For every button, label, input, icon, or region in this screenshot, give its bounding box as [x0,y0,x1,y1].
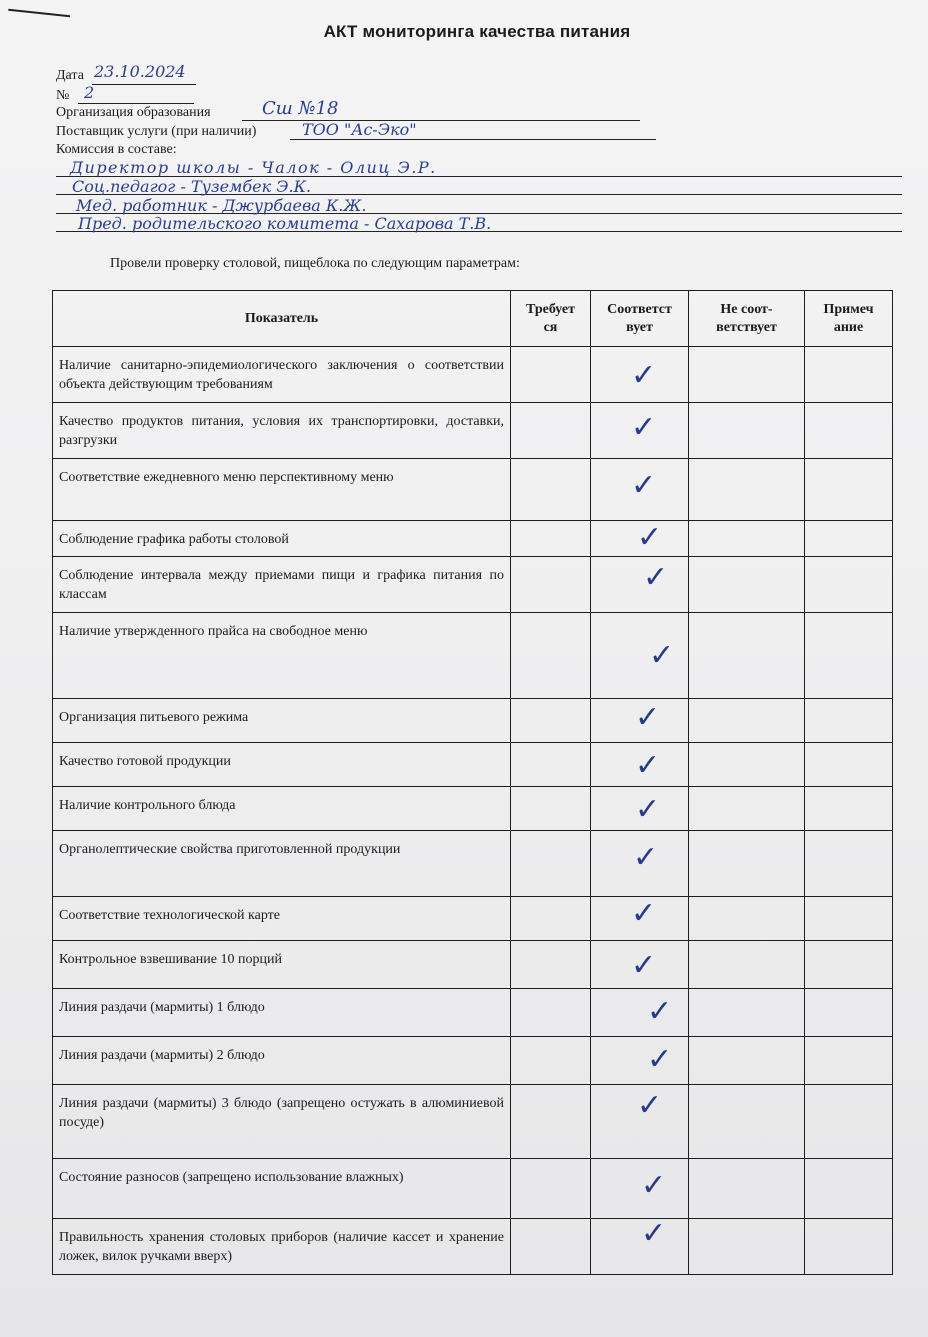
table-row [53,403,893,459]
noncompliant-cell [689,1085,805,1159]
required-cell [511,787,591,831]
table-header-row [53,291,893,347]
noncompliant-cell [689,459,805,521]
compliant-cell [591,613,689,699]
indicator-cell: Наличие санитарно-эпидемиологического заключения о соответствии объекта действующим требованиям [53,347,511,403]
noncompliant-cell [689,1219,805,1275]
required-cell [511,699,591,743]
indicator-cell: Линия раздачи (мармиты) 3 блюдо (запрещено остужать в алюминиевой посуде) [53,1085,511,1159]
noncompliant-cell [689,521,805,557]
table-row [53,613,893,699]
indicator-cell: Соответствие ежедневного меню перспективному меню [53,459,511,521]
compliant-cell [591,787,689,831]
required-cell [511,1085,591,1159]
number-label: № [56,88,70,103]
number-underline [78,103,194,104]
header-note: Примеч ание [805,291,893,347]
table-row [53,1037,893,1085]
noncompliant-cell [689,557,805,613]
checkmark-icon: ✓ [633,840,659,875]
checkmark-icon: ✓ [631,468,657,503]
pen-stroke-mark [8,9,70,20]
indicator-cell: Качество продуктов питания, условия их транспортировки, доставки, разгрузки [53,403,511,459]
noncompliant-cell [689,897,805,941]
note-cell [805,831,893,897]
required-cell [511,347,591,403]
indicator-cell: Линия раздачи (мармиты) 2 блюдо [53,1037,511,1085]
required-cell [511,743,591,787]
header-indicator: Показатель [53,291,511,347]
required-cell [511,1159,591,1219]
checkmark-icon: ✓ [647,1042,673,1077]
note-cell [805,521,893,557]
header-noncompliant: Не соот- ветствует [689,291,805,347]
page-title: АКТ мониторинга качества питания [323,22,631,41]
required-cell [511,403,591,459]
indicator-cell: Линия раздачи (мармиты) 1 блюдо [53,989,511,1037]
noncompliant-cell [689,743,805,787]
indicator-cell: Организация питьевого режима [53,699,511,743]
compliant-cell [591,1216,689,1275]
supplier-label: Поставщик услуги (при наличии) [56,124,257,139]
noncompliant-cell [689,941,805,989]
checkmark-icon: ✓ [637,1088,663,1123]
note-cell [805,347,893,403]
note-cell [805,459,893,521]
organization-value: Сш №18 [262,98,339,119]
required-cell [511,459,591,521]
compliant-cell [591,347,689,403]
noncompliant-cell [689,1037,805,1085]
required-cell [511,557,591,613]
compliant-cell [591,743,689,787]
noncompliant-cell [689,787,805,831]
indicator-cell: Контрольное взвешивание 10 порций [53,941,511,989]
note-cell [805,989,893,1037]
compliant-cell [591,1085,689,1159]
checkmark-icon: ✓ [631,358,657,393]
checkmark-icon: ✓ [631,948,657,983]
indicator-cell: Органолептические свойства приготовленной продукции [53,831,511,897]
indicator-cell: Правильность хранения столовых приборов (наличие кассет и хранение ложек, вилок ручками вверх) [53,1219,511,1275]
checkmark-icon: ✓ [649,638,675,673]
commission-member-2: Соц.педагог - Тузембек Э.К. [72,177,312,196]
supplier-value: ТОО "Ас-Эко" [302,120,417,139]
note-cell [805,403,893,459]
note-cell [805,1219,893,1275]
required-cell [511,1037,591,1085]
indicator-cell: Наличие контрольного блюда [53,787,511,831]
date-label: Дата [56,68,84,83]
table-row [53,1159,893,1219]
date-underline [92,84,196,85]
indicator-cell: Соответствие технологической карте [53,897,511,941]
note-cell [805,699,893,743]
table-row [53,1085,893,1159]
table-row [53,521,893,557]
note-cell [805,743,893,787]
organization-label: Организация образования [56,105,211,120]
table-row [53,459,893,521]
noncompliant-cell [689,403,805,459]
supplier-underline [290,139,656,140]
compliant-cell [591,941,689,989]
number-value: 2 [84,83,95,102]
table-row [53,1219,893,1275]
indicator-cell: Наличие утвержденного прайса на свободное меню [53,613,511,699]
note-cell [805,941,893,989]
table-row [53,557,893,613]
intro-text: Провели проверку столовой, пищеблока по следующим параметрам: [110,256,520,271]
checklist-table [52,290,893,1275]
table-row [53,989,893,1037]
table-row [53,699,893,743]
checkmark-icon: ✓ [647,994,673,1029]
compliant-cell [591,1037,689,1085]
compliant-cell [591,403,689,459]
noncompliant-cell [689,699,805,743]
required-cell [511,1219,591,1275]
checkmark-icon: ✓ [643,560,669,595]
indicator-cell: Качество готовой продукции [53,743,511,787]
indicator-cell: Состояние разносов (запрещено использование влажных) [53,1159,511,1219]
compliant-cell [591,831,689,897]
noncompliant-cell [689,989,805,1037]
checkmark-icon: ✓ [635,700,661,735]
noncompliant-cell [689,831,805,897]
checkmark-icon: ✓ [641,1216,667,1251]
noncompliant-cell [689,613,805,699]
date-value: 23.10.2024 [94,62,186,81]
indicator-cell: Соблюдение интервала между приемами пищи и графика питания по классам [53,557,511,613]
header-required: Требует ся [511,291,591,347]
compliant-cell [591,459,689,521]
required-cell [511,831,591,897]
checkmark-icon: ✓ [631,410,657,445]
header-compliant: Соответст вует [591,291,689,347]
note-cell [805,1037,893,1085]
checkmark-icon: ✓ [635,748,661,783]
noncompliant-cell [689,1159,805,1219]
note-cell [805,787,893,831]
note-cell [805,557,893,613]
commission-member-4: Пред. родительского комитета - Сахарова Т.В. [78,214,492,233]
table-row [53,831,893,897]
compliant-cell [591,1159,689,1219]
required-cell [511,521,591,557]
required-cell [511,897,591,941]
required-cell [511,613,591,699]
commission-member-3: Мед. работник - Джурбаева К.Ж. [76,196,367,215]
table-row [53,941,893,989]
commission-member-1: Директор школы - Чалок - Олиц Э.Р. [70,158,437,177]
note-cell [805,1085,893,1159]
compliant-cell [591,699,689,743]
noncompliant-cell [689,347,805,403]
note-cell [805,1159,893,1219]
compliant-cell [591,989,689,1037]
table-row [53,347,893,403]
checkmark-icon: ✓ [641,1168,667,1203]
table-row [53,787,893,831]
note-cell [805,897,893,941]
table-row [53,743,893,787]
note-cell [805,613,893,699]
checkmark-icon: ✓ [635,792,661,827]
commission-label: Комиссия в составе: [56,142,177,157]
checkmark-icon: ✓ [637,520,663,555]
compliant-cell [591,897,689,941]
required-cell [511,989,591,1037]
checkmark-icon: ✓ [631,896,657,931]
required-cell [511,941,591,989]
table-row [53,897,893,941]
indicator-cell: Соблюдение графика работы столовой [53,521,511,557]
compliant-cell [591,521,689,557]
compliant-cell [591,557,689,613]
